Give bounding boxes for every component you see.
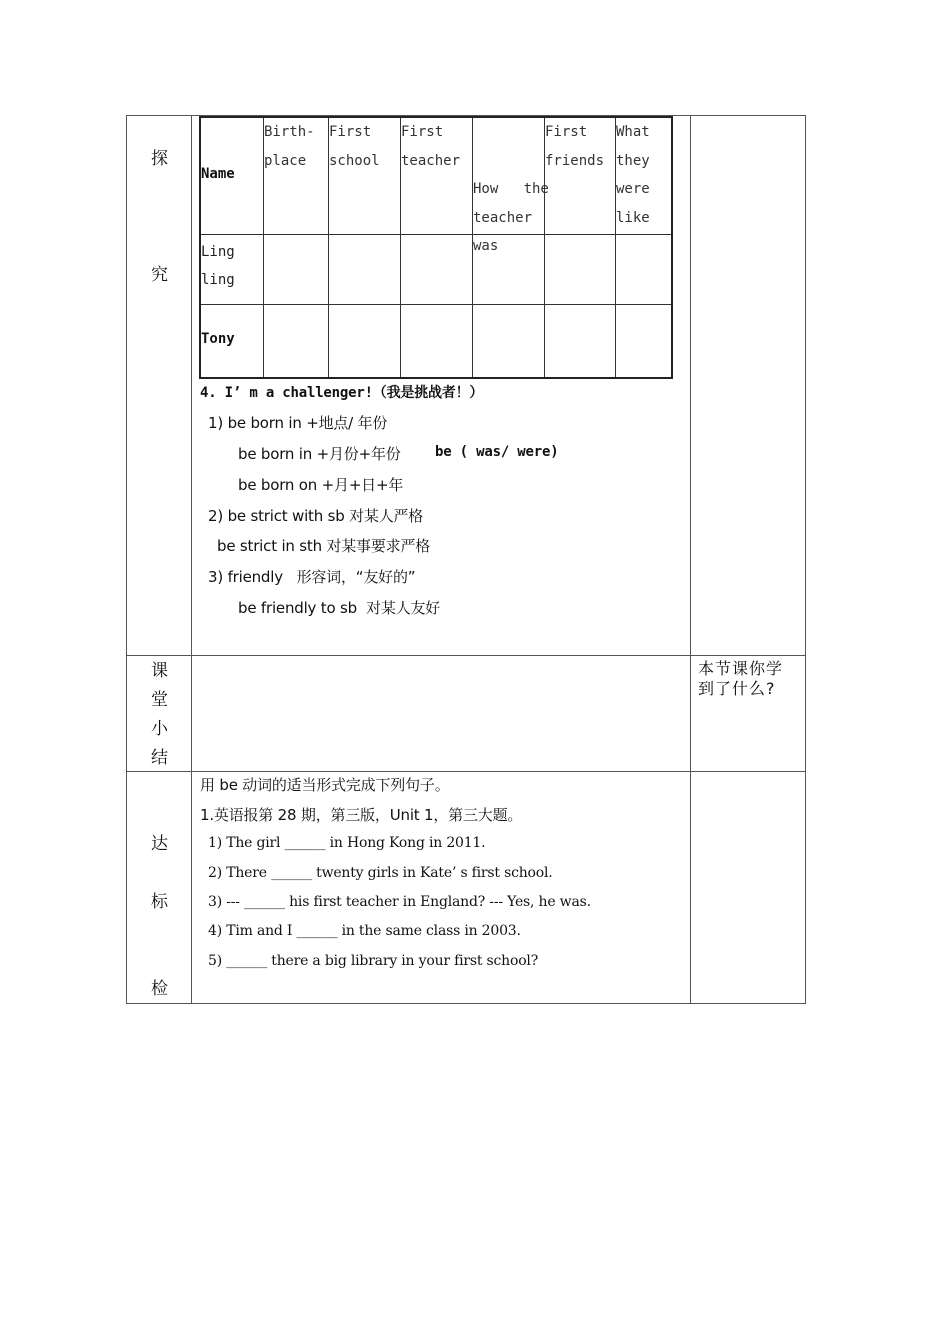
- section-label-summary-1: 课: [151, 661, 168, 681]
- test-item-5: 5) ______ there a big library in your first school?: [208, 953, 539, 969]
- summary-note-line-1: 本节课你学: [698, 659, 784, 678]
- section-label-test-2: 标: [151, 892, 168, 912]
- summary-note-line-2: 到了什么?: [698, 679, 776, 698]
- row-divider-2: [126, 771, 806, 772]
- challenger-line-2a: be born in +月份+年份: [238, 445, 401, 463]
- test-item-1: 1) The girl ______ in Hong Kong in 2011.: [208, 835, 486, 851]
- challenger-line-3: be born on +月+日+年: [238, 476, 404, 494]
- challenger-line-7: be friendly to sb 对某人友好: [238, 599, 441, 617]
- test-item-3: 3) --- ______ his first teacher in England? --- Yes, he was.: [208, 894, 591, 910]
- header-what-they-were-like: What they were like: [616, 124, 650, 226]
- section-label-summary-4: 结: [151, 748, 168, 768]
- section-label-explore-2: 究: [151, 265, 168, 285]
- column-divider-right: [690, 115, 691, 1004]
- challenger-line-6: 3) friendly 形容词，“友好的”: [208, 568, 416, 586]
- header-birthplace: Birth- place: [264, 124, 315, 169]
- section-label-test-3: 检: [151, 979, 168, 999]
- challenger-title: 4. I’ m a challenger!（我是挑战者！）: [200, 385, 484, 401]
- row-name-lingling: Ling ling: [201, 244, 235, 288]
- row-name-tony: Tony: [201, 331, 235, 347]
- test-item-2: 2) There ______ twenty girls in Kate’ s first school.: [208, 865, 553, 881]
- header-first-teacher: First teacher: [401, 124, 461, 169]
- section-label-explore-1: 探: [151, 149, 168, 169]
- column-divider-left: [191, 115, 192, 1004]
- test-source: 1.英语报第 28 期，第三版，Unit 1，第三大题。: [200, 806, 523, 824]
- challenger-line-1: 1) be born in +地点/ 年份: [208, 414, 388, 432]
- section-label-summary-2: 堂: [151, 690, 168, 710]
- test-item-4: 4) Tim and I ______ in the same class in 2003.: [208, 923, 521, 939]
- section-label-test-1: 达: [151, 834, 168, 854]
- challenger-line-2b: be ( was/ were): [435, 444, 559, 460]
- info-table: [199, 116, 673, 379]
- header-name: Name: [201, 166, 235, 182]
- header-how-teacher-was: How the teacher was: [473, 181, 549, 254]
- section-label-summary-3: 小: [151, 719, 168, 739]
- challenger-line-5: be strict in sth 对某事要求严格: [217, 537, 431, 555]
- header-first-school: First school: [329, 124, 380, 169]
- test-intro: 用 be 动词的适当形式完成下列句子。: [200, 776, 450, 794]
- header-first-friends: First friends: [545, 124, 605, 169]
- challenger-line-4: 2) be strict with sb 对某人严格: [208, 507, 424, 525]
